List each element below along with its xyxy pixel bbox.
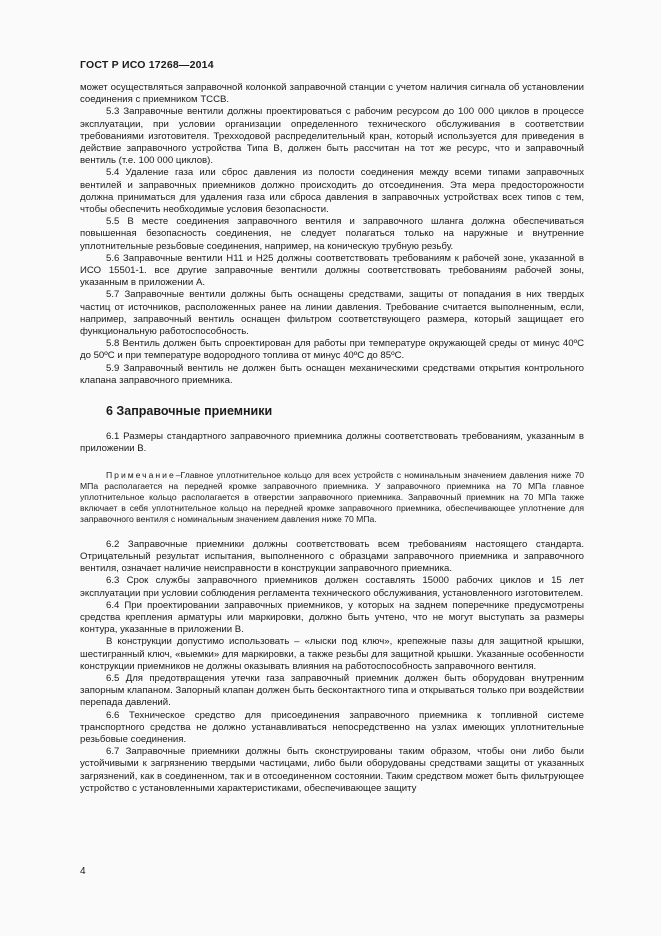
paragraph: В конструкции допустимо использовать – «лыски под ключ», крепежные пазы для защитной крышки, шестигранный ключ, «выемки» для маркировки, а также резьбы для защитной крышки. Указанные особенности конструкции приемников не должны оказывать влияния на работоспособность заправочного вентиля. — [80, 636, 584, 672]
paragraph: 5.6 Заправочные вентили Н11 и Н25 должны соответствовать требованиям к рабочей зоне, указанной в ИСО 15501-1. все другие заправочные вентили должны соответствовать требованиям рабочей зоны, указанным в приложении А. — [80, 252, 584, 289]
section-heading: 6 Заправочные приемники — [106, 404, 273, 419]
paragraph: 6.6 Техническое средство для присоединения заправочного приемника к топливной системе транспортного средства не должно устанавливаться непосредственно на узлах имеющих уплотнительные резьбовые соединения. — [80, 709, 584, 745]
paragraph: 6.4 При проектировании заправочных приемников, у которых на заднем поперечнике предусмотрены средства крепления арматуры или маркировки, должно быть учтено, что не могут выступать за размеры контура, указанные в приложении В. — [80, 599, 584, 636]
paragraph: 5.7 Заправочные вентили должны быть оснащены средствами, защиты от попадания в них твердых частиц от источников, расположенных ранее на линии давления. Требование считается выполненным, если, например, заправочный вентиль оснащен фильтром соответствующего размера, который защищает его функциональную работоспособность. — [80, 289, 584, 338]
paragraph: 5.8 Вентиль должен быть спроектирован для работы при температуре окружающей среды от минус 40ºС до 50ºС и при температуре водородного топлива от минус 40ºС до 85ºС. — [80, 338, 584, 362]
paragraph: 6.7 Заправочные приемники должны быть сконструированы таким образом, чтобы они либо были устойчивыми к загрязнению твердыми частицами, либо были оборудованы средствами защиты от указанных загрязнений, как в соединенном, так и в отсоединенном состоянии. Таким средством может быть фильтрующее устройство с установленными характеристиками, обеспечивающее защиту — [80, 746, 584, 794]
page-number: 4 — [80, 866, 86, 877]
paragraph: может осуществляться заправочной колонкой заправочной станции с учетом наличия сигнала об установлении соединения с приемником ТССВ. — [80, 82, 584, 106]
document-header: ГОСТ Р ИСО 17268—2014 — [80, 59, 214, 71]
section-6-paragraphs — [80, 539, 584, 795]
paragraph: 6.5 Для предотвращения утечки газа заправочный приемник должен быть оборудован внутренним запорным клапаном. Запорный клапан должен быть бесконтактного типа и открываться только при воздействии перепада давлений. — [80, 672, 584, 709]
paragraph-6-1: 6.1 Размеры стандартного заправочного приемника должны соответствовать требованиям, указанным в приложении В. — [80, 431, 584, 455]
note-label: Примечание — [106, 469, 176, 480]
paragraph: 6.2 Заправочные приемники должны соответствовать всем требованиям настоящего стандарта. Отрицательный результат испытания, выполненного с образцами заправочного приемника и заправочного вентиля, означает наличие неисправности в конструкции заправочного приемника. — [80, 538, 584, 575]
paragraph: 6.3 Срок службы заправочного приемников должен составлять 15000 рабочих циклов и 15 лет эксплуатации при условии соблюдения регламента технического обслуживания, установленного изготовителем. — [80, 575, 584, 599]
paragraph: 5.3 Заправочные вентили должны проектироваться с рабочим ресурсом до 100 000 циклов в процессе эксплуатации, при условии организации определенного технического обслуживания в соответствии требованиями изготовителя. Трехходовой распределительный кран, который используется для приведения в действие заправочного устройства Типа В, должен быть рассчитан на тот же ресурс, что и заправочный вентиль (т.е. 100 000 циклов). — [80, 106, 584, 167]
paragraph: 5.5 В месте соединения заправочного вентиля и заправочного шланга должна обеспечиваться повышенная безопасность соединения, не следует полагаться только на наружные и внутренние уплотнительные резьбовые соединения, например, на коническую трубную резьбу. — [80, 216, 584, 252]
section-5-paragraphs — [80, 82, 584, 387]
note — [80, 470, 584, 525]
note-text: –Главное уплотнительное кольцо для всех устройств с номинальным значением давления ниже 70 МПа располагается на передней кромке заправочного приемника. У заправочного приемника на 70 МПа главное уплотнительное кольцо располагается в отверстии заправочного приемника. Заправочный приемник на 70 МПа также включает в себя уплотнительное кольцо на передней кромке заправочного приемника, обеспечивающее уплотнение для заправочного вентиля с номинальным значением давления ниже 70 МПа. — [80, 469, 584, 524]
paragraph: 5.9 Заправочный вентиль не должен быть оснащен механическими средствами открытия контрольного клапана заправочного приемника. — [80, 362, 584, 386]
document-body — [80, 82, 584, 795]
paragraph: 5.4 Удаление газа или сброс давления из полости соединения между всеми типами заправочных вентилей и заправочных приемников должно происходить до отсоединения. Эта мера предосторожности должна приниматься для удаления газа или сброса давления в заправочных устройствах всех типов с тем, чтобы обеспечить необходимые условия безопасности. — [80, 167, 584, 216]
